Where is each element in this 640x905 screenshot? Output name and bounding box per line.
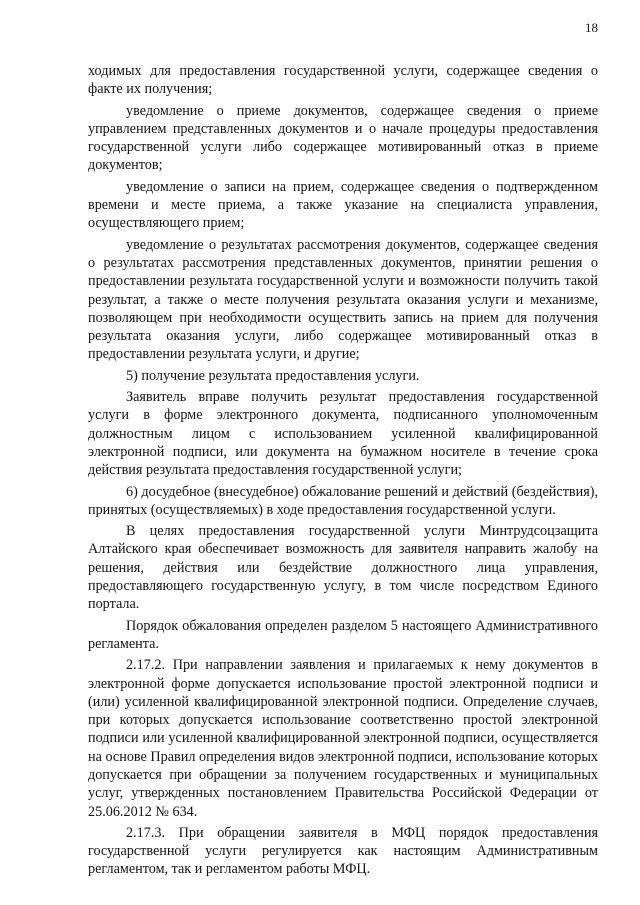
paragraph-2-17-3: 2.17.3. При обращении заявителя в МФЦ порядок предоставления государственной услуги регулируется как настоящим Административным регламентом, так и регламентом работы МФЦ. [88,824,598,878]
paragraph-applicant-right: Заявитель вправе получить результат предоставления государственной услуги в форме электронного документа, подписанного уполномоченным должностным лицом с использованием усиленной квалифицированной электронной подписи, или документа на бумажном носителе в течение срока действия результата предоставления государственной услуги; [88,389,598,479]
paragraph-item-5: 5) получение результата предоставления услуги. [126,367,420,384]
paragraph-notice-appointment: уведомление о записи на прием, содержащее сведения о подтвержденном времени и месте приема, а также указание на специалиста управления, осуществляющего прием; [88,178,598,232]
paragraph-ministry-complaint: В целях предоставления государственной услуги Минтрудсоцзащита Алтайского края обеспечивает возможность для заявителя направить жалобу на решения, действия или бездействие должностного лица управления, предоставляющего государственную услугу, в том числе посредством Единого портала. [88,523,598,613]
paragraph-notice-receipt: уведомление о приеме документов, содержащее сведения о приеме управлением представленных документов и о начале процедуры предоставления государственной услуги либо содержащее мотивированный отказ в приеме документов; [88,102,598,174]
paragraph-continuation: ходимых для предоставления государственной услуги, содержащее сведения о факте их получения; [88,63,598,98]
page-number: 18 [585,20,598,35]
paragraph-item-6: 6) досудебное (внесудебное) обжалование решений и действий (бездействия), принятых (осуществляемых) в ходе предоставления государственной услуги. [88,483,598,518]
paragraph-notice-results: уведомление о результатах рассмотрения документов, содержащее сведения о результатах рассмотрения представленных документов, принятии решения о предоставлении результата государственной услуги и возможности получить такой результат, а также о месте получения результата оказания услуги и механизме, позволяющем при необходимости осуществить запись на прием для получения результата оказания услуги, либо содержащее мотивированный отказ в предоставлении результата услуги, и другие; [88,236,598,363]
page-content [88,62,598,882]
paragraph-appeal-order: Порядок обжалования определен разделом 5 настоящего Административного регламента. [88,617,598,652]
paragraph-2-17-2: 2.17.2. При направлении заявления и прилагаемых к нему документов в электронной форме допускается использование простой электронной подписи и (или) усиленной квалифицированной электронной подписи. Определение случаев, при которых допускается использование соответственно простой электронной подписи или усиленной квалифицированной электронной подписи, осуществляется на основе Правил определения видов электронной подписи, использование которых допускается при обращении за получением государственных и муниципальных услуг, утвержденных постановлением Правительства Российской Федерации от 25.06.2012 № 634. [88,657,598,820]
